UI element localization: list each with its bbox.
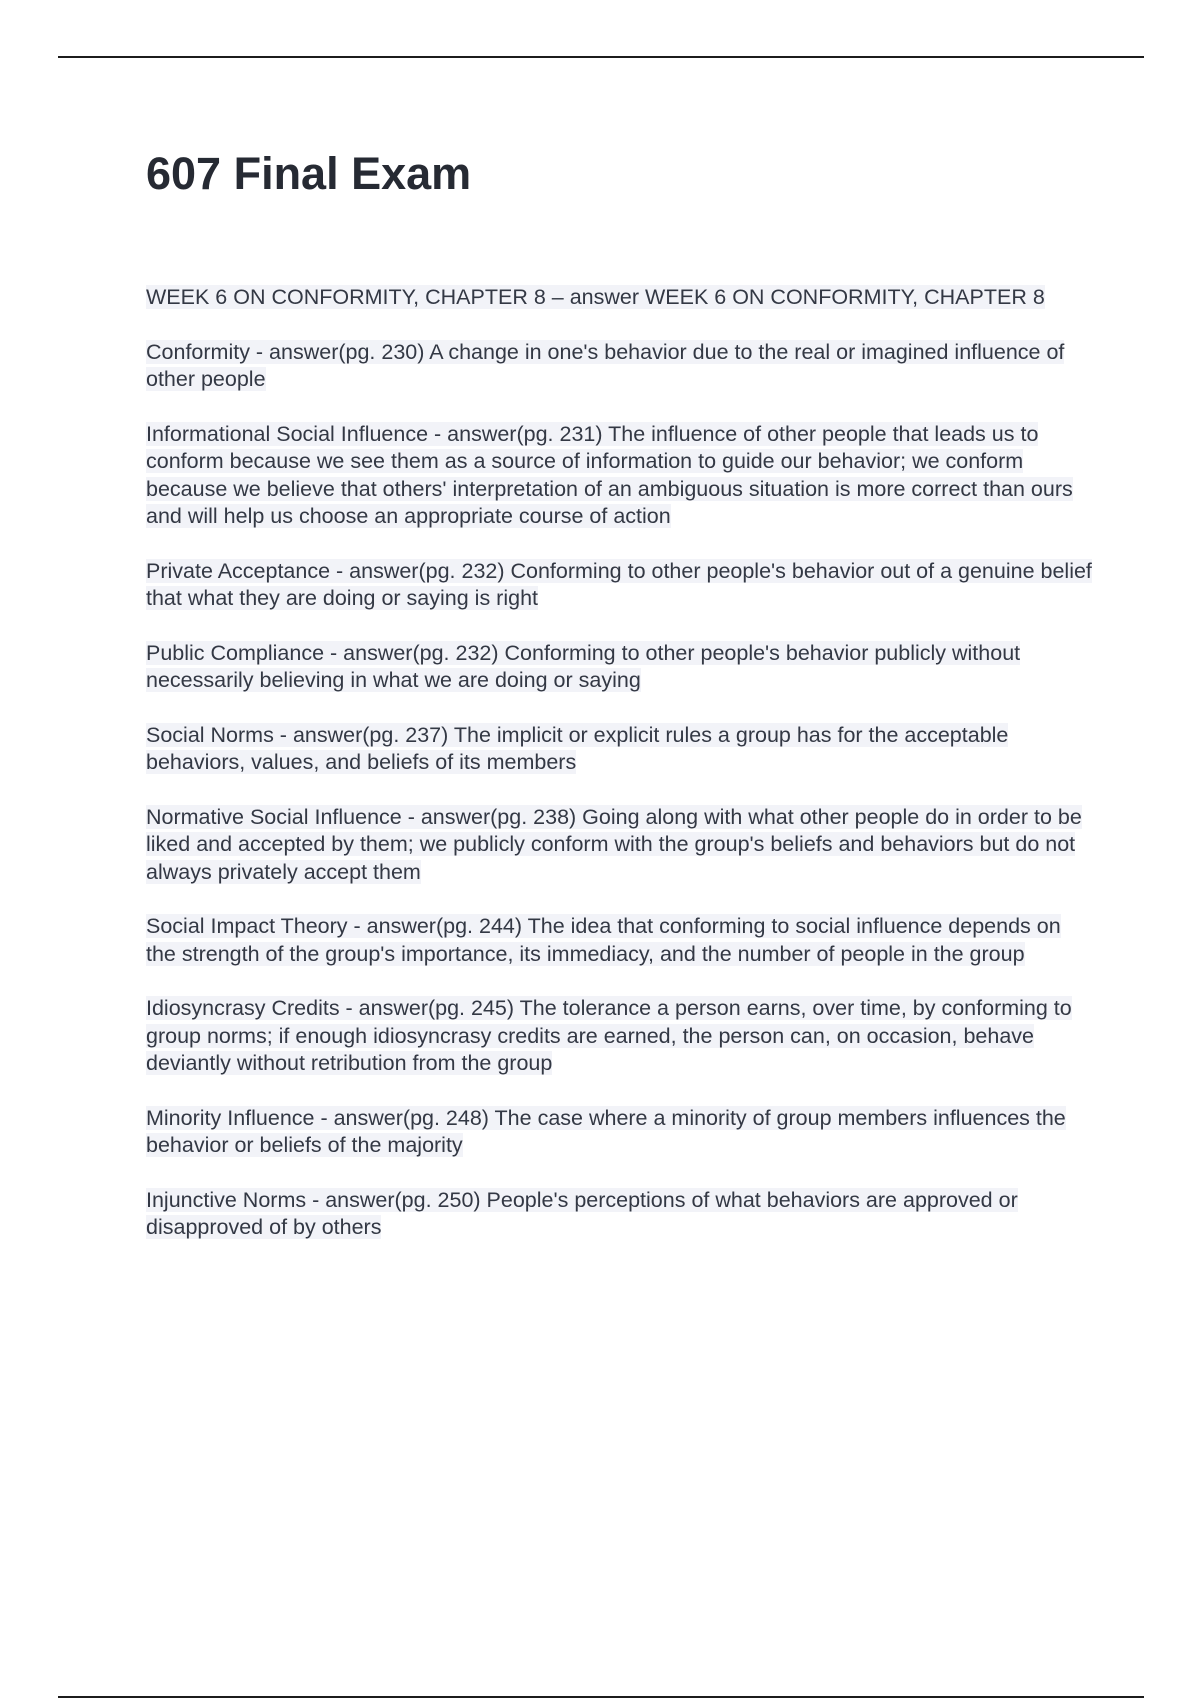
entry-text: Conformity - answer(pg. 230) A change in one's behavior due to the real or imagined influence of other people <box>146 339 1065 391</box>
entry-social-norms <box>146 722 1096 777</box>
entry-text: Normative Social Influence - answer(pg. 238) Going along with what other people do in order to be liked and accepted by them; we publicly conform with the group's beliefs and behaviors but do not always privately accept them <box>146 804 1082 884</box>
entry-public-compliance <box>146 640 1096 695</box>
entry-social-impact-theory <box>146 913 1096 968</box>
entry-private-acceptance <box>146 558 1096 613</box>
entry-chapter-heading <box>146 284 1096 312</box>
entry-injunctive-norms <box>146 1187 1096 1242</box>
entry-text: Social Norms - answer(pg. 237) The implicit or explicit rules a group has for the acceptable behaviors, values, and beliefs of its members <box>146 722 1009 774</box>
entry-list <box>146 284 1096 1242</box>
document-body <box>146 144 1096 1269</box>
entry-informational-social-influence <box>146 421 1096 531</box>
entry-text: Public Compliance - answer(pg. 232) Conforming to other people's behavior publicly without necessarily believing in what we are doing or saying <box>146 640 1021 692</box>
page-title: 607 Final Exam <box>146 148 472 199</box>
entry-normative-social-influence <box>146 804 1096 887</box>
footer-divider <box>58 1696 1144 1698</box>
header-divider <box>58 56 1144 58</box>
entry-text: Private Acceptance - answer(pg. 232) Conforming to other people's behavior out of a genuine belief that what they are doing or saying is right <box>146 558 1092 610</box>
entry-conformity <box>146 339 1096 394</box>
entry-text: WEEK 6 ON CONFORMITY, CHAPTER 8 – answer WEEK 6 ON CONFORMITY, CHAPTER 8 <box>146 285 1045 309</box>
entry-text: Minority Influence - answer(pg. 248) The case where a minority of group members influences the behavior or beliefs of the majority <box>146 1105 1066 1157</box>
entry-minority-influence <box>146 1105 1096 1160</box>
entry-text: Social Impact Theory - answer(pg. 244) The idea that conforming to social influence depends on the strength of the group's importance, its immediacy, and the number of people in the group <box>146 914 1061 966</box>
entry-text: Informational Social Influence - answer(pg. 231) The influence of other people that leads us to conform because we see them as a source of information to guide our behavior; we conform because we believe that others' interpretation of an ambiguous situation is more correct than ours and will help us choose an appropriate course of action <box>146 421 1073 528</box>
entry-text: Idiosyncrasy Credits - answer(pg. 245) The tolerance a person earns, over time, by conforming to group norms; if enough idiosyncrasy credits are earned, the person can, on occasion, behave deviantly without retribution from the group <box>146 996 1072 1075</box>
entry-text: Injunctive Norms - answer(pg. 250) People's perceptions of what behaviors are approved or disapproved of by others <box>146 1187 1018 1239</box>
entry-idiosyncrasy-credits <box>146 995 1096 1078</box>
